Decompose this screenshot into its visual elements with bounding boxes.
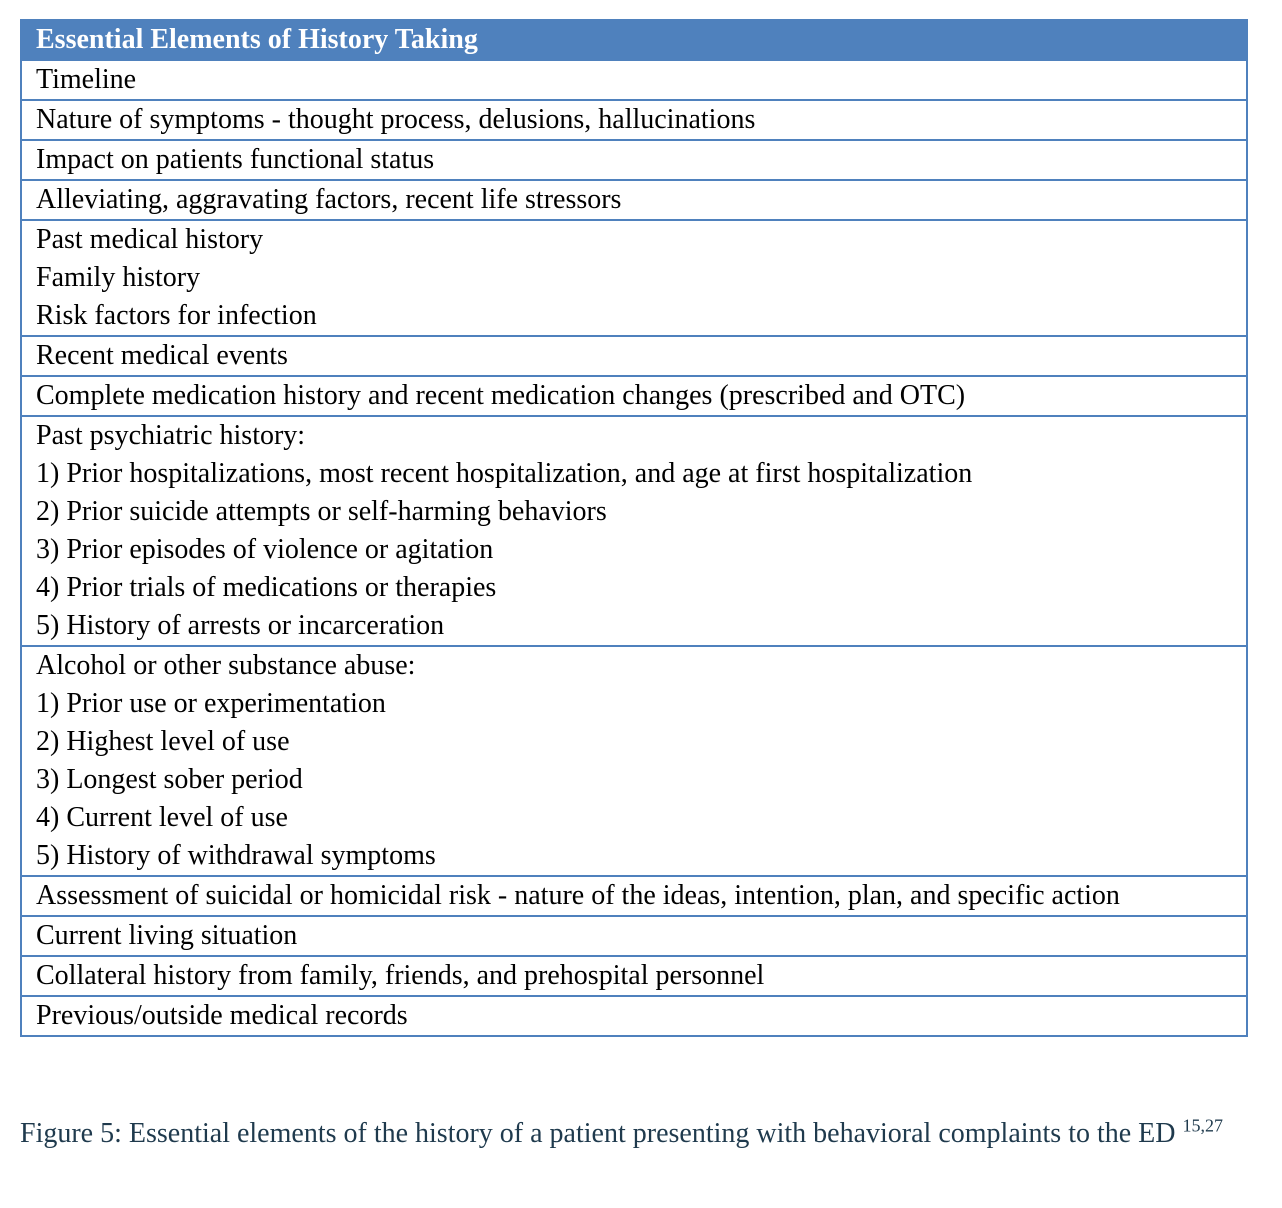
table-cell <box>21 916 1247 956</box>
cell-line: Family history <box>36 262 201 293</box>
cell-line: 3) Longest sober period <box>36 764 303 795</box>
cell-line: 3) Prior episodes of violence or agitation <box>36 534 494 565</box>
cell-line: 5) History of withdrawal symptoms <box>36 840 436 871</box>
cell-line: 1) Prior use or experimentation <box>36 688 386 719</box>
cell-line: 2) Highest level of use <box>36 726 290 757</box>
table-row <box>21 646 1247 876</box>
cell-line: Past psychiatric history: <box>36 420 306 451</box>
table-cell <box>21 100 1247 140</box>
caption-citation: 15,27 <box>1182 1115 1224 1136</box>
cell-line: Alcohol or other substance abuse: <box>36 650 416 681</box>
table-row <box>21 916 1247 956</box>
cell-line: Collateral history from family, friends, and prehospital personnel <box>36 960 765 991</box>
cell-line: 4) Current level of use <box>36 802 288 833</box>
figure-caption <box>20 1116 1260 1152</box>
cell-line: Nature of symptoms - thought process, delusions, hallucinations <box>36 104 756 135</box>
table-row <box>21 376 1247 416</box>
table-cell <box>21 876 1247 916</box>
table-row <box>21 60 1247 100</box>
table-row <box>21 996 1247 1036</box>
cell-line: Recent medical events <box>36 340 288 371</box>
table-cell <box>21 996 1247 1036</box>
cell-line: Current living situation <box>36 920 298 951</box>
cell-line: 2) Prior suicide attempts or self-harming behaviors <box>36 496 607 527</box>
cell-line: Impact on patients functional status <box>36 144 435 175</box>
cell-line: Previous/outside medical records <box>36 1000 408 1031</box>
table-row <box>21 876 1247 916</box>
cell-line: Alleviating, aggravating factors, recent life stressors <box>36 184 622 215</box>
cell-line: Timeline <box>36 64 137 95</box>
cell-line: 1) Prior hospitalizations, most recent hospitalization, and age at first hospitalization <box>36 458 973 489</box>
table-row <box>21 220 1247 336</box>
table-header-row <box>21 20 1247 60</box>
cell-line: Complete medication history and recent medication changes (prescribed and OTC) <box>36 380 966 411</box>
cell-line: 4) Prior trials of medications or therapies <box>36 572 497 603</box>
table-cell <box>21 180 1247 220</box>
table-cell <box>21 376 1247 416</box>
table-cell <box>21 140 1247 180</box>
table-cell <box>21 956 1247 996</box>
table-row <box>21 100 1247 140</box>
cell-line: Past medical history <box>36 224 264 255</box>
table-row <box>21 140 1247 180</box>
table-cell <box>21 336 1247 376</box>
table-cell <box>21 646 1247 876</box>
table-body <box>21 60 1247 1036</box>
caption-text: Figure 5: Essential elements of the history of a patient presenting with behavioral complaints to the ED <box>20 1118 1176 1149</box>
table-row <box>21 956 1247 996</box>
history-table-container <box>20 19 1248 1037</box>
table-row <box>21 180 1247 220</box>
table-row <box>21 336 1247 376</box>
table-cell <box>21 220 1247 336</box>
cell-line: 5) History of arrests or incarceration <box>36 610 445 641</box>
table-header: Essential Elements of History Taking <box>21 20 1247 60</box>
table-cell <box>21 60 1247 100</box>
table-row <box>21 416 1247 646</box>
history-taking-table <box>20 19 1248 1037</box>
cell-line: Risk factors for infection <box>36 300 317 331</box>
cell-line: Assessment of suicidal or homicidal risk - nature of the ideas, intention, plan, and specific action <box>36 880 1120 911</box>
table-cell <box>21 416 1247 646</box>
